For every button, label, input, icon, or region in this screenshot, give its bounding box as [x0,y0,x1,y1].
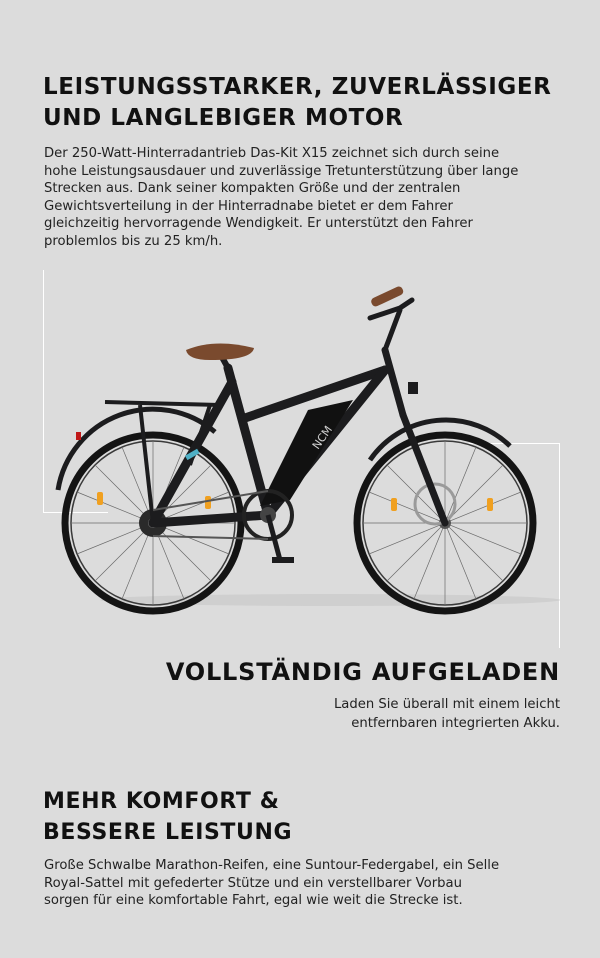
motor-heading-line2: UND LANGLEBIGER MOTOR [43,105,404,131]
handlebar [370,300,412,350]
motor-description [44,145,544,251]
motor-text-line: Strecken aus. Dank seiner kompakten Größe und der zentralen [44,181,461,197]
headlight [408,382,418,394]
comfort-text-line: Große Schwalbe Marathon-Reifen, eine Suntour-Federgabel, ein Selle [44,858,500,873]
comfort-heading [43,786,443,848]
handlebar-grip [370,285,405,308]
charging-text-line: Laden Sie überall mit einem leicht [333,697,560,712]
motor-text-line: problemlos bis zu 25 km/h. [44,233,223,249]
motor-text-line: Gewichtsverteilung in der Hinterradnabe bietet er dem Fahrer [44,198,453,214]
motor-heading [43,72,583,134]
comfort-heading-line2: BESSERE LEISTUNG [43,820,293,845]
comfort-description [44,857,564,910]
saddle [186,343,254,360]
front-spoke-reflector [487,498,493,511]
charging-text-line: entfernbaren integrierten Akku. [351,715,560,731]
comfort-text-line: sorgen für eine komfortable Fahrt, egal wie weit die Strecke ist. [44,893,463,909]
comfort-heading-line1: MEHR KOMFORT & [43,789,280,814]
ebike-image [40,270,560,620]
charging-description [260,696,560,733]
motor-heading-line1: LEISTUNGSSTARKER, ZUVERLÄSSIGER [43,74,552,100]
rear-spoke-reflector [97,492,103,505]
rear-spoke-reflector [205,496,211,509]
motor-text-line: gleichzeitig hervorragende Wendigkeit. Er unterstützt den Fahrer [44,216,473,232]
motor-text-line: hohe Leistungsausdauer und zuverlässige Tretunterstützung über lange [44,163,519,179]
svg-text:NCM: NCM [309,423,336,452]
comfort-text-line: Royal-Sattel mit gefederter Stütze und ein verstellbarer Vorbau [44,875,462,891]
rear-light [76,432,81,440]
motor-text-line: Der 250-Watt-Hinterradantrieb Das-Kit X15 zeichnet sich durch seine [44,146,500,161]
ebike-illustration [40,270,560,620]
front-spoke-reflector [391,498,397,511]
charging-heading: VOLLSTÄNDIG AUFGELADEN [165,658,560,686]
